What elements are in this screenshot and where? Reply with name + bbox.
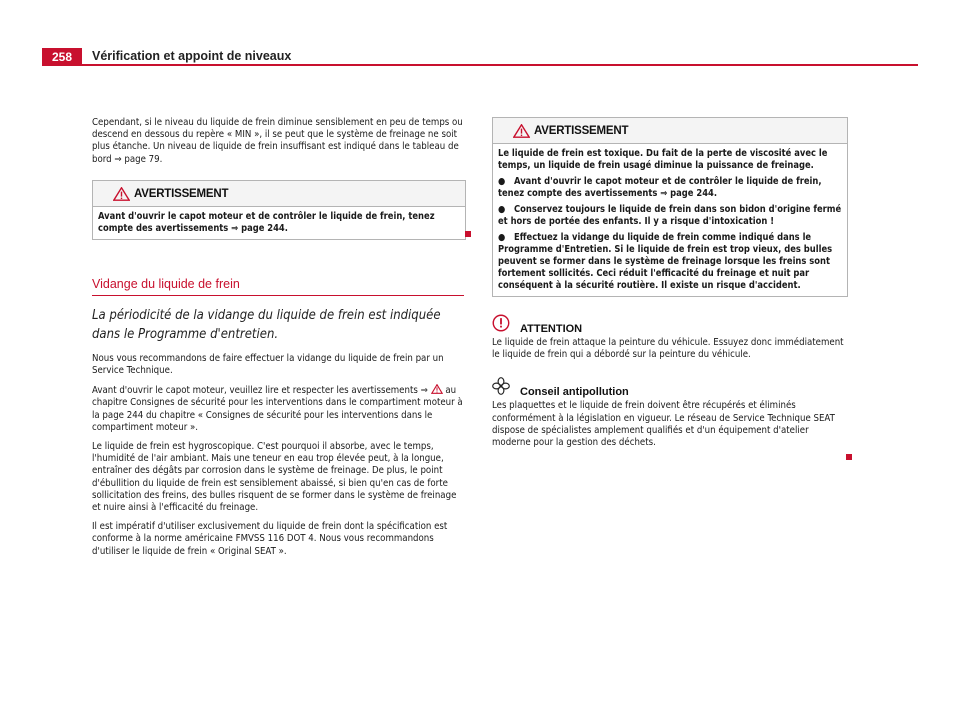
warning-triangle-icon: [113, 187, 130, 201]
lead-paragraph: La périodicité de la vidange du liquide de frein est indiquée dans le Programme d'entretien.: [92, 307, 441, 342]
attention-icon: [492, 314, 510, 332]
intro-paragraph: Cependant, si le niveau du liquide de frein diminue sensiblement en peu de temps ou descend en dessous du repère « MIN », il se peut que le système de freinage ne soit plus étanche. Un niveau de liquide de frein insuffisant est indiqué dans le tableau de bord ⇒ page 79.: [92, 117, 463, 165]
end-marker: [846, 454, 852, 460]
page-number: 258: [42, 48, 82, 66]
warning-box-left: [92, 180, 466, 240]
warning-title: AVERTISSEMENT: [534, 125, 629, 137]
warning-item: ● Effectuez la vidange du liquide de frein comme indiqué dans le Programme d'Entretien. Si le liquide de frein est trop vieux, des bulles peuvent se former dans le système de freinage lorsque les freins sont fortement sollicités. Ceci réduit l'efficacité du freinage et nuit par conséquent à la sécurité routière. Il existe un risque d'accident.: [498, 232, 833, 291]
section-title: Vidange du liquide de frein: [92, 276, 240, 291]
body-paragraph-1: Nous vous recommandons de faire effectuer la vidange du liquide de frein par un Service Technique.: [92, 352, 444, 377]
warning-body: Avant d'ouvrir le capot moteur et de contrôler le liquide de frein, tenez compte des avertissements ⇒ page 244.: [93, 207, 465, 239]
warning-title: AVERTISSEMENT: [134, 187, 229, 200]
page-title: Vérification et appoint de niveaux: [92, 49, 292, 63]
eco-header: [492, 378, 848, 398]
body-paragraph-4: Il est impératif d'utiliser exclusivement du liquide de frein dont la spécification est conforme à la norme américaine FMVSS 116 DOT 4. Nous vous recommandons d'utiliser le liquide de frein « Original SEAT ».: [92, 521, 448, 557]
warning-item: ● Avant d'ouvrir le capot moteur et de contrôler le liquide de frein, tenez compte des avertissements ⇒ page 244.: [498, 176, 822, 199]
eco-title: Conseil antipollution: [520, 386, 629, 399]
right-column: [492, 117, 848, 456]
warning-intro: Le liquide de frein est toxique. Du fait de la perte de viscosité avec le temps, un liquide de frein usagé diminue la puissance de freinage.: [498, 148, 828, 171]
left-column: [92, 117, 464, 565]
eco-text: Les plaquettes et le liquide de frein doivent être récupérés et éliminés conformément à la législation en vigueur. Le réseau de Service Technique SEAT dispose de spécialistes amplement qualifiés et d'un équipement d'atelier moderne pour la gestion des déchets.: [492, 400, 835, 449]
warning-item: ● Conservez toujours le liquide de frein dans son bidon d'origine fermé et hors de portée des enfants. Il y a risque d'intoxication !: [498, 204, 842, 227]
warning-body: [493, 144, 847, 296]
warning-header: [493, 118, 847, 144]
attention-text: Le liquide de frein attaque la peinture du véhicule. Essuyez donc immédiatement le liquide de frein qui a débordé sur la peinture du véhicule.: [492, 337, 844, 361]
end-marker: [465, 231, 471, 237]
body-paragraph-3: Le liquide de frein est hygroscopique. C'est pourquoi il absorbe, avec le temps, l'humidité de l'air ambiant. Mais une teneur en eau trop élevée peut, à la longue, entraîner des dégâts par corrosion dans le système de freinage. De plus, le point d'ébullition du liquide de frein est sensiblement abaissé, si bien qu'en cas de forte sollicitation des freins, des bulles risquent de se former dans le système de freinage et nuire ainsi à l'efficacité du freinage.: [92, 441, 457, 514]
body-paragraph-2: Avant d'ouvrir le capot moteur, veuillez lire et respecter les avertissements ⇒ au chapitre Consignes de sécurité pour les interventions dans le compartiment moteur à la page 244 du chapitre « Consignes de sécurité pour les interventions dans le compartiment moteur ».: [92, 385, 463, 433]
eco-leaf-icon: [492, 377, 510, 395]
attention-header: [492, 315, 848, 335]
warning-box-right: [492, 117, 848, 297]
warning-triangle-icon: [513, 124, 530, 138]
warning-header: [93, 181, 465, 207]
attention-title: ATTENTION: [520, 323, 583, 335]
header-rule: [42, 64, 918, 66]
warning-triangle-icon: [431, 384, 443, 394]
